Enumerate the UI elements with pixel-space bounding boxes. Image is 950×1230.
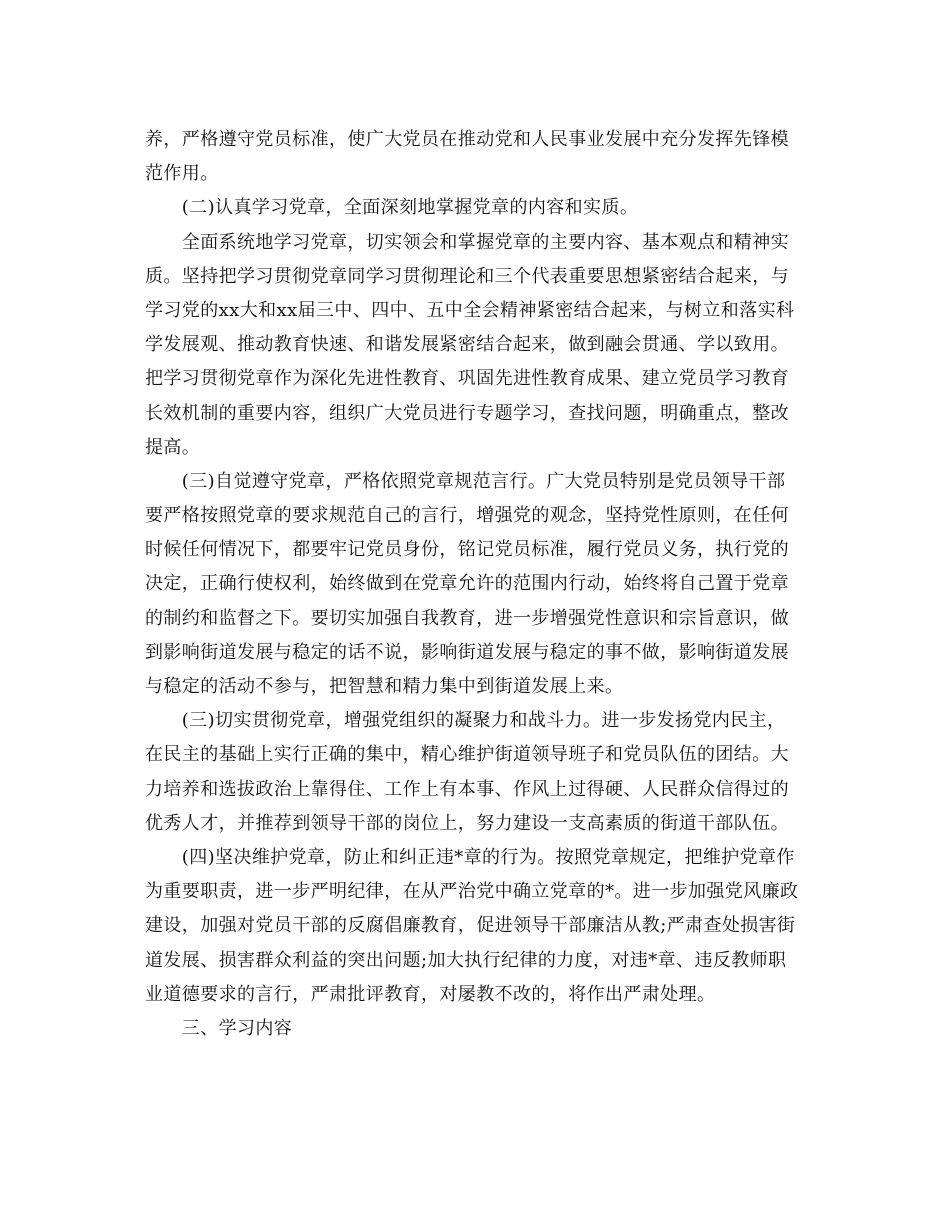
text-line: 全面系统地学习党章，切实领会和掌握党章的主要内容、基本观点和精神实	[145, 231, 789, 253]
text-line: 把学习贯彻党章作为深化先进性教育、巩固先进性教育成果、建立党员学习教育	[145, 368, 789, 390]
section-heading: (二)认真学习党章，全面深刻地掌握党章的内容和实质。	[145, 197, 639, 219]
text-line: 在民主的基础上实行正确的集中，精心维护街道领导班子和党员队伍的团结。大	[145, 744, 789, 766]
section-heading: 三、学习内容	[145, 1017, 293, 1039]
text-line: 范作用。	[145, 163, 219, 185]
document-body	[145, 123, 805, 1046]
text-line: 学发展观、推动教育快速、和谐发展紧密结合起来，做到融会贯通、学以致用。	[145, 334, 789, 356]
text-line: 要严格按照党章的要求规范自己的言行，增强党的观念，坚持党性原则，在任何	[145, 505, 789, 527]
text-line: 为重要职责，进一步严明纪律，在从严治党中确立党章的*。进一步加强党风廉政	[145, 881, 799, 903]
text-line: 质。坚持把学习贯彻党章同学习贯彻理论和三个代表重要思想紧密结合起来，与	[145, 265, 789, 287]
text-line: 的制约和监督之下。要切实加强自我教育，进一步增强党性意识和宗旨意识，做	[145, 607, 789, 629]
paragraph-start-line: (三)切实贯彻党章，增强党组织的凝聚力和战斗力。进一步发扬党内民主，	[145, 710, 786, 732]
text-line: 优秀人才，并推荐到领导干部的岗位上，努力建设一支高素质的街道干部队伍。	[145, 812, 789, 834]
text-line: 道发展、损害群众利益的突出问题;加大执行纪律的力度，对违*章、违反教师职	[145, 949, 787, 971]
text-line: 建设，加强对党员干部的反腐倡廉教育，促进领导干部廉洁从教;严肃查处损害街	[145, 915, 796, 937]
text-line: 时候任何情况下，都要牢记党员身份，铭记党员标准，履行党员义务，执行党的	[145, 539, 789, 561]
text-line: 决定，正确行使权利，始终做到在党章允许的范围内行动，始终将自己置于党章	[145, 573, 789, 595]
paragraph-start-line: (四)坚决维护党章，防止和纠正违*章的行为。按照党章规定，把维护党章作	[145, 846, 795, 868]
text-line: 学习党的xx大和xx届三中、四中、五中全会精神紧密结合起来，与树立和落实科	[145, 299, 795, 321]
text-line: 与稳定的活动不参与，把智慧和精力集中到街道发展上来。	[145, 676, 624, 697]
text-line: 养，严格遵守党员标准，使广大党员在推动党和人民事业发展中充分发挥先锋模	[145, 129, 789, 150]
text-line: 力培养和选拔政治上靠得住、工作上有本事、作风上过得硬、人民群众信得过的	[145, 778, 789, 800]
text-line: 长效机制的重要内容，组织广大党员进行专题学习，查找问题，明确重点，整改	[145, 402, 789, 424]
text-line: 业道德要求的言行，严肃批评教育，对屡教不改的，将作出严肃处理。	[145, 983, 716, 1005]
paragraph-start-line: (三)自觉遵守党章，严格依照党章规范言行。广大党员特别是党员领导干部	[145, 470, 786, 492]
text-line: 到影响街道发展与稳定的话不说，影响街道发展与稳定的事不做，影响街道发展	[145, 641, 789, 663]
text-line: 提高。	[145, 436, 201, 458]
